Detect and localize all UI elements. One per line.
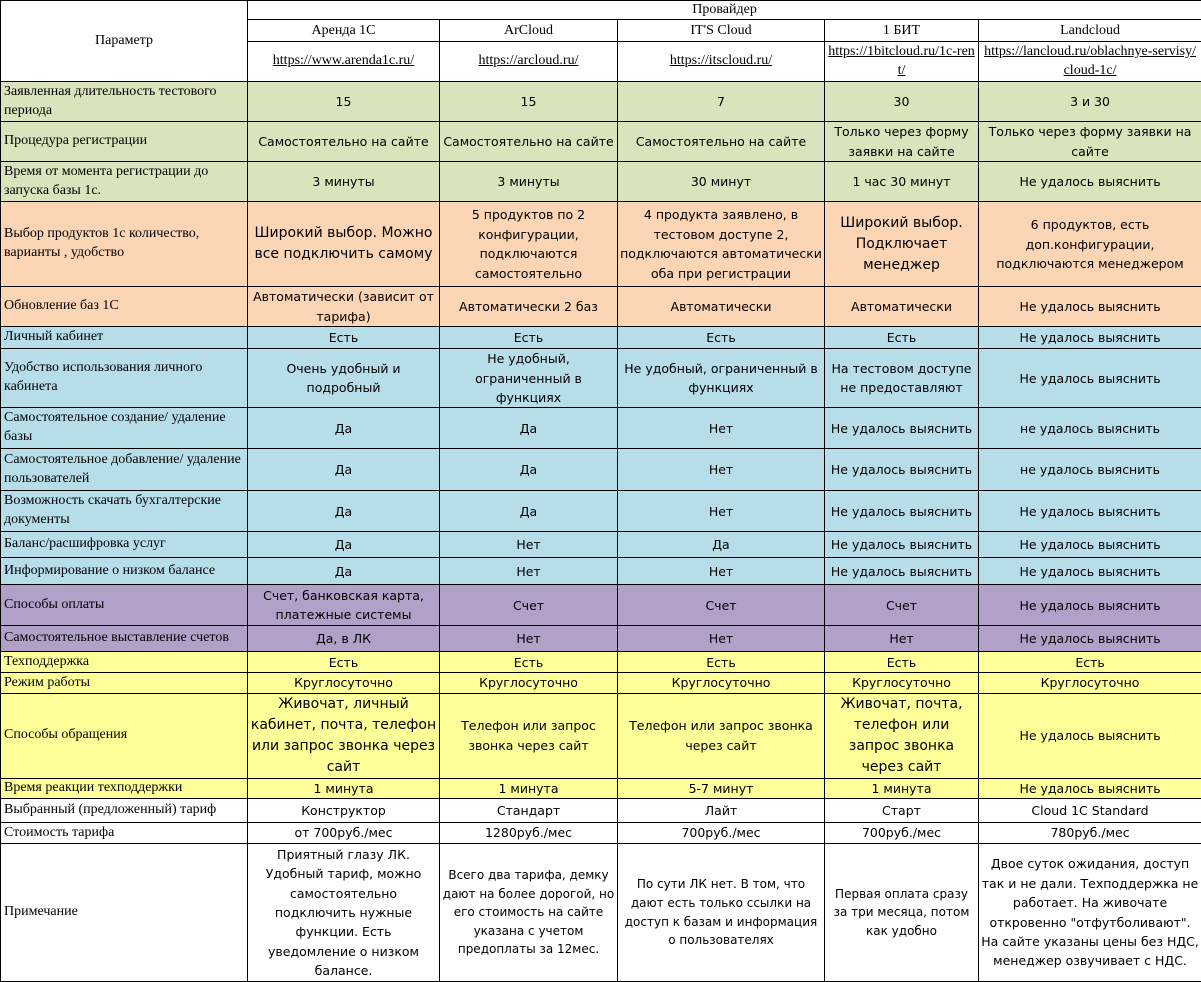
value-cell: 15	[248, 82, 440, 122]
value-cell: 1 минута	[825, 778, 979, 798]
value-cell: На тестовом доступе не предоставляют	[825, 349, 979, 408]
value-cell: Автоматически 2 баз	[440, 287, 618, 327]
value-cell: Живочат, личный кабинет, почта, телефон или запрос звонка через сайт	[248, 693, 440, 778]
value-cell: 7	[618, 82, 825, 122]
value-cell: 30 минут	[618, 162, 825, 202]
param-cell: Выбранный (предложенный) тариф	[1, 799, 248, 823]
value-cell: Только через форму заявки на сайте	[979, 122, 1201, 162]
value-cell: Счет	[440, 585, 618, 626]
value-cell: Автоматически	[618, 287, 825, 327]
param-cell: Процедура регистрации	[1, 122, 248, 162]
param-cell: Способы обращения	[1, 693, 248, 778]
value-cell: Не удалось выяснить	[979, 693, 1201, 778]
value-cell: Нет	[618, 408, 825, 449]
table-row	[1, 778, 1201, 798]
provider-link[interactable]: https://www.arenda1c.ru/	[248, 42, 440, 82]
param-cell: Самостоятельное создание/ удаление базы	[1, 408, 248, 449]
table-row	[1, 202, 1201, 287]
value-cell: Cloud 1C Standard	[979, 799, 1201, 823]
value-cell: 1 минута	[248, 778, 440, 798]
value-cell: Есть	[979, 652, 1201, 673]
value-cell: Конструктор	[248, 799, 440, 823]
value-cell: Нет	[618, 491, 825, 532]
value-cell: Нет	[618, 558, 825, 585]
value-cell: Широкий выбор. Можно все подключить самому	[248, 202, 440, 287]
value-cell: 30	[825, 82, 979, 122]
param-cell: Удобство использования личного кабинета	[1, 349, 248, 408]
value-cell: Да	[248, 449, 440, 491]
value-cell: Только через форму заявки на сайте	[825, 122, 979, 162]
table-row	[1, 408, 1201, 449]
table-row	[1, 799, 1201, 823]
param-cell: Режим работы	[1, 673, 248, 693]
provider-name: 1 БИТ	[825, 20, 979, 42]
value-cell: Нет	[440, 626, 618, 652]
provider-link[interactable]: https://arcloud.ru/	[440, 42, 618, 82]
value-cell: Не удалось выяснить	[825, 532, 979, 558]
value-cell: Старт	[825, 799, 979, 823]
value-cell: Круглосуточно	[440, 673, 618, 693]
param-cell: Самостоятельное добавление/ удаление пользователей	[1, 449, 248, 491]
provider-name: ArCloud	[440, 20, 618, 42]
table-row	[1, 82, 1201, 122]
value-cell: Счет	[618, 585, 825, 626]
value-cell: Самостоятельно на сайте	[618, 122, 825, 162]
value-cell: Да	[618, 532, 825, 558]
value-cell: Да	[440, 491, 618, 532]
table-row	[1, 844, 1201, 982]
provider-name: Landcloud	[979, 20, 1201, 42]
value-cell: Нет	[618, 626, 825, 652]
value-cell: Не удалось выяснить	[825, 449, 979, 491]
table-row	[1, 585, 1201, 626]
value-cell: 15	[440, 82, 618, 122]
table-row	[1, 162, 1201, 202]
value-cell: Не удалось выяснить	[979, 585, 1201, 626]
value-cell: Самостоятельно на сайте	[440, 122, 618, 162]
param-cell: Способы оплаты	[1, 585, 248, 626]
value-cell: Круглосуточно	[979, 673, 1201, 693]
value-cell: Круглосуточно	[825, 673, 979, 693]
value-cell: Есть	[248, 327, 440, 349]
value-cell: Широкий выбор. Подключает менеджер	[825, 202, 979, 287]
table-row	[1, 558, 1201, 585]
value-cell: не удалось выяснить	[979, 408, 1201, 449]
value-cell: Живочат, почта, телефон или запрос звонка через сайт	[825, 693, 979, 778]
value-cell: от 700руб./мес	[248, 823, 440, 844]
table-row	[1, 693, 1201, 778]
value-cell: Да	[440, 449, 618, 491]
value-cell: 1280руб./мес	[440, 823, 618, 844]
value-cell: Есть	[440, 327, 618, 349]
value-cell: Не удалось выяснить	[979, 162, 1201, 202]
value-cell: 4 продукта заявлено, в тестовом доступе 2, подключаются автоматически оба при регистрации	[618, 202, 825, 287]
value-cell: 3 и 30	[979, 82, 1201, 122]
table-row	[1, 122, 1201, 162]
param-cell: Личный кабинет	[1, 327, 248, 349]
value-cell: Есть	[618, 327, 825, 349]
value-cell: Не удалось выяснить	[979, 532, 1201, 558]
value-cell: Телефон или запрос звонка через сайт	[618, 693, 825, 778]
value-cell: Стандарт	[440, 799, 618, 823]
provider-name: Аренда 1С	[248, 20, 440, 42]
value-cell: Не удобный, ограниченный в функциях	[440, 349, 618, 408]
param-cell: Примечание	[1, 844, 248, 982]
value-cell: Есть	[440, 652, 618, 673]
value-cell: Да	[248, 532, 440, 558]
value-cell: Всего два тарифа, демку дают на более дорогой, но его стоимость на сайте указана с учетом предоплаты за 12мес.	[440, 844, 618, 982]
value-cell: Не удалось выяснить	[979, 491, 1201, 532]
param-cell: Время от момента регистрации до запуска базы 1с.	[1, 162, 248, 202]
table-row	[1, 349, 1201, 408]
value-cell: Не удалось выяснить	[979, 327, 1201, 349]
value-cell: Не удалось выяснить	[979, 778, 1201, 798]
param-cell: Заявленная длительность тестового периода	[1, 82, 248, 122]
value-cell: 3 минуты	[248, 162, 440, 202]
value-cell: Не удалось выяснить	[825, 491, 979, 532]
value-cell: Нет	[825, 626, 979, 652]
value-cell: По сути ЛК нет. В том, что дают есть только ссылки на доступ к базам и информация о пользователях	[618, 844, 825, 982]
value-cell: 5-7 минут	[618, 778, 825, 798]
param-cell: Обновление баз 1С	[1, 287, 248, 327]
value-cell: Да	[248, 558, 440, 585]
value-cell: Есть	[825, 652, 979, 673]
value-cell: Да	[440, 408, 618, 449]
table-row	[1, 673, 1201, 693]
value-cell: Не удалось выяснить	[979, 558, 1201, 585]
param-cell: Возможность скачать бухгалтерские документы	[1, 491, 248, 532]
param-cell: Самостоятельное выставление счетов	[1, 626, 248, 652]
value-cell: 700руб./мес	[618, 823, 825, 844]
value-cell: Есть	[825, 327, 979, 349]
value-cell: Счет, банковская карта, платежные системы	[248, 585, 440, 626]
provider-header: Провайдер	[248, 1, 1201, 20]
param-cell: Выбор продуктов 1с количество, варианты , удобство	[1, 202, 248, 287]
value-cell: Да	[248, 491, 440, 532]
value-cell: Круглосуточно	[618, 673, 825, 693]
param-cell: Баланс/расшифровка услуг	[1, 532, 248, 558]
value-cell: 6 продуктов, есть доп.конфигурации, подключаются менеджером	[979, 202, 1201, 287]
value-cell: Нет	[440, 558, 618, 585]
value-cell: 700руб./мес	[825, 823, 979, 844]
value-cell: не удалось выяснить	[979, 449, 1201, 491]
provider-link[interactable]: https://1bitcloud.ru/1c-rent/	[825, 42, 979, 82]
value-cell: Да	[248, 408, 440, 449]
value-cell: Не удалось выяснить	[979, 287, 1201, 327]
value-cell: Автоматически	[825, 287, 979, 327]
value-cell: Приятный глазу ЛК. Удобный тариф, можно самостоятельно подключить нужные функции. Есть уведомление о низком балансе.	[248, 844, 440, 982]
param-cell: Информирование о низком балансе	[1, 558, 248, 585]
value-cell: Очень удобный и подробный	[248, 349, 440, 408]
provider-name: IT'S Cloud	[618, 20, 825, 42]
value-cell: Не удобный, ограниченный в функциях	[618, 349, 825, 408]
value-cell: Не удалось выяснить	[825, 558, 979, 585]
value-cell: 5 продуктов по 2 конфигурации, подключаются самостоятельно	[440, 202, 618, 287]
value-cell: Есть	[248, 652, 440, 673]
value-cell: Не удалось выяснить	[979, 349, 1201, 408]
value-cell: Круглосуточно	[248, 673, 440, 693]
value-cell: Автоматически (зависит от тарифа)	[248, 287, 440, 327]
value-cell: Двое суток ожидания, доступ так и не дали. Техподдержка не работает. На живочате откровенно "отфутболивают". На сайте указаны цены без НДС, менеджер озвучивает с НДС.	[979, 844, 1201, 982]
provider-link[interactable]: https://itscloud.ru/	[618, 42, 825, 82]
value-cell: Да, в ЛК	[248, 626, 440, 652]
value-cell: Нет	[440, 532, 618, 558]
table-row	[1, 287, 1201, 327]
table-row	[1, 449, 1201, 491]
value-cell: Первая оплата сразу за три месяца, потом как удобно	[825, 844, 979, 982]
value-cell: 780руб./мес	[979, 823, 1201, 844]
param-cell: Время реакции техподдержки	[1, 778, 248, 798]
value-cell: 1 минута	[440, 778, 618, 798]
param-cell: Техподдержка	[1, 652, 248, 673]
table-row	[1, 532, 1201, 558]
value-cell: Не удалось выяснить	[979, 626, 1201, 652]
table-row	[1, 823, 1201, 844]
value-cell: Есть	[618, 652, 825, 673]
value-cell: Не удалось выяснить	[825, 408, 979, 449]
table-row	[1, 327, 1201, 349]
value-cell: Счет	[825, 585, 979, 626]
value-cell: Лайт	[618, 799, 825, 823]
param-header: Параметр	[1, 1, 248, 82]
value-cell: Самостоятельно на сайте	[248, 122, 440, 162]
value-cell: Нет	[618, 449, 825, 491]
value-cell: 3 минуты	[440, 162, 618, 202]
value-cell: Телефон или запрос звонка через сайт	[440, 693, 618, 778]
value-cell: 1 час 30 минут	[825, 162, 979, 202]
table-row	[1, 491, 1201, 532]
table-row	[1, 626, 1201, 652]
param-cell: Стоимость тарифа	[1, 823, 248, 844]
provider-link[interactable]: https://lancloud.ru/oblachnye-servisy/cloud-1c/	[979, 42, 1201, 82]
table-row	[1, 652, 1201, 673]
